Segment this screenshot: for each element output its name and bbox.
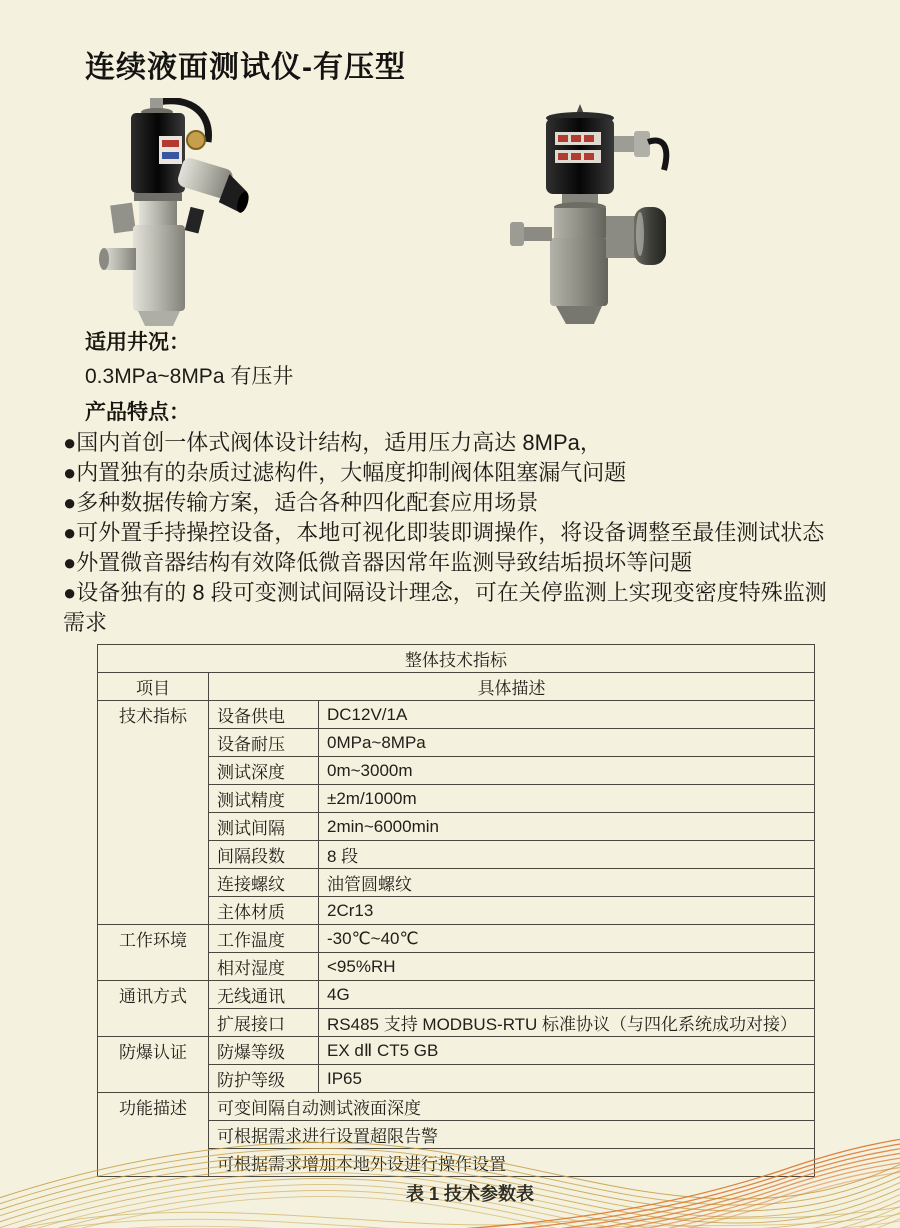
spec-param-name: 工作温度 — [209, 925, 319, 953]
spec-param-value: 8 段 — [319, 841, 815, 869]
wave-decoration — [0, 1103, 900, 1228]
spec-function-line: 可变间隔自动测试液面深度 — [209, 1093, 815, 1121]
spec-group-label: 防爆认证 — [98, 1037, 209, 1093]
spec-param-value: 油管圆螺纹 — [319, 869, 815, 897]
spec-param-value: ±2m/1000m — [319, 785, 815, 813]
spec-param-value: 2Cr13 — [319, 897, 815, 925]
spec-param-value: 2min~6000min — [319, 813, 815, 841]
spec-param-value: 4G — [319, 981, 815, 1009]
product-photo-right — [488, 104, 670, 326]
spec-param-name: 测试间隔 — [209, 813, 319, 841]
valve-body — [550, 238, 608, 306]
spec-param-value: RS485 支持 MODBUS-RTU 标准协议（与四化系统成功对接） — [319, 1009, 815, 1037]
cable — [648, 140, 666, 170]
side-fitting — [510, 222, 524, 246]
spec-table — [97, 644, 815, 1177]
spec-group-label: 通讯方式 — [98, 981, 209, 1037]
spec-param-name: 无线通讯 — [209, 981, 319, 1009]
feature-item: ●外置微音器结构有效降低微音器因常年监测导致结垢损坏等问题 — [63, 550, 693, 575]
feature-item: ●多种数据传输方案，适合各种四化配套应用场景 — [63, 490, 539, 515]
spec-param-value: 0m~3000m — [319, 757, 815, 785]
spec-param-name: 相对湿度 — [209, 953, 319, 981]
spec-param-name: 扩展接口 — [209, 1009, 319, 1037]
spec-param-value: EX dⅡ CT5 GB — [319, 1037, 815, 1065]
spec-col-item-header: 项目 — [98, 673, 209, 701]
well-conditions-text: 0.3MPa~8MPa 有压井 — [85, 365, 294, 388]
feature-item: ●设备独有的 8 段可变测试间隔设计理念，可在关停监测上实现变密度特殊监测需求 — [63, 580, 827, 635]
feature-item: ●内置独有的杂质过滤构件，大幅度抑制阀体阻塞漏气问题 — [63, 460, 627, 485]
table-caption: 表 1 技术参数表 — [405, 1184, 534, 1204]
spec-table-title: 整体技术指标 — [98, 645, 815, 673]
spec-col-desc-header: 具体描述 — [209, 673, 815, 701]
cable-gland — [614, 136, 636, 152]
well-conditions-heading: 适用井况： — [85, 331, 190, 354]
features-heading: 产品特点： — [85, 401, 190, 424]
brass-fitting — [187, 131, 205, 149]
spec-group-label: 功能描述 — [98, 1093, 209, 1177]
spec-param-name: 连接螺纹 — [209, 869, 319, 897]
spec-group-label: 工作环境 — [98, 925, 209, 981]
spec-param-value: <95%RH — [319, 953, 815, 981]
spec-param-name: 防护等级 — [209, 1065, 319, 1093]
spec-group-label: 技术指标 — [98, 701, 209, 925]
spec-param-name: 防爆等级 — [209, 1037, 319, 1065]
spec-param-value: -30℃~40℃ — [319, 925, 815, 953]
spec-param-name: 设备耐压 — [209, 729, 319, 757]
feature-item: ●国内首创一体式阀体设计结构，适用压力高达 8MPa， — [63, 430, 602, 455]
spec-param-name: 设备供电 — [209, 701, 319, 729]
spec-function-line: 可根据需求增加本地外设进行操作设置 — [209, 1149, 815, 1177]
spec-param-value: DC12V/1A — [319, 701, 815, 729]
feature-item: ●可外置手持操控设备，本地可视化即装即调操作，将设备调整至最佳测试状态 — [63, 520, 825, 545]
valve-body — [133, 225, 185, 311]
spec-function-line: 可根据需求进行设置超限告警 — [209, 1121, 815, 1149]
spec-param-value: 0MPa~8MPa — [319, 729, 815, 757]
spec-param-name: 测试深度 — [209, 757, 319, 785]
spec-param-name: 测试精度 — [209, 785, 319, 813]
features-list — [63, 428, 848, 638]
spec-param-value: IP65 — [319, 1065, 815, 1093]
product-photo-right-image — [488, 104, 670, 326]
product-photo-left — [96, 98, 254, 328]
page-title: 连续液面测试仪-有压型 — [85, 51, 406, 84]
product-photo-left-image — [96, 98, 254, 328]
spec-param-name: 主体材质 — [209, 897, 319, 925]
side-arm — [174, 156, 254, 214]
spec-param-name: 间隔段数 — [209, 841, 319, 869]
